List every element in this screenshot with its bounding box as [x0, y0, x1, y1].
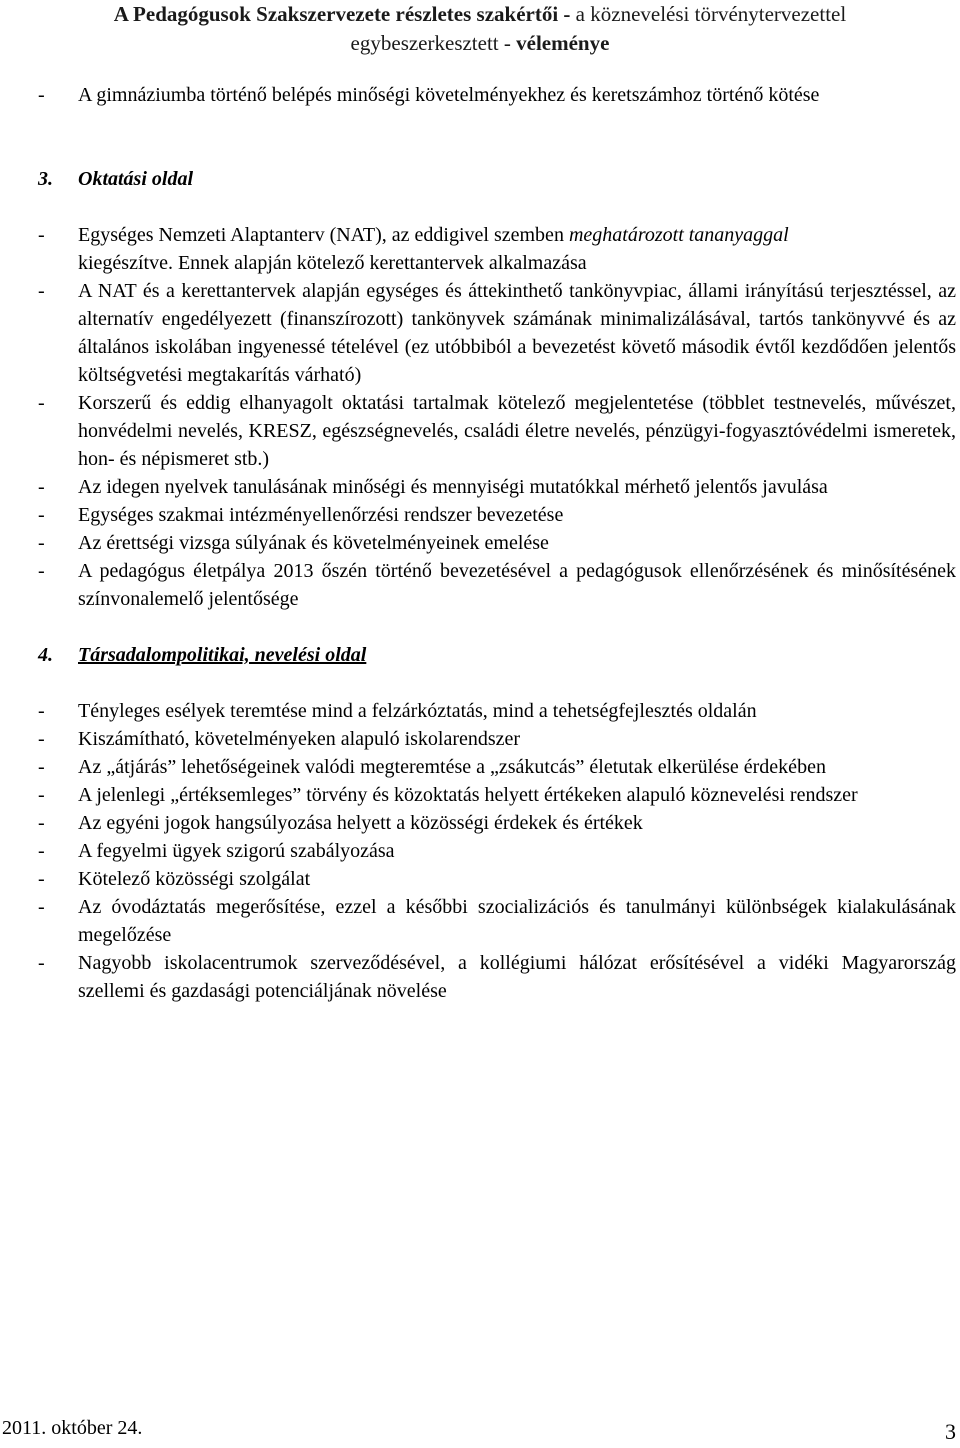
list-item-text: Tényleges esélyek teremtése mind a felzárkóztatás, mind a tehetségfejlesztés oldalán: [78, 700, 757, 722]
list-item-text: Kötelező közösségi szolgálat: [78, 868, 311, 890]
bullet-dash: -: [38, 504, 45, 526]
header-title-rest: a köznevelési törvénytervezettel: [575, 2, 847, 26]
header-line-2: [0, 29, 960, 58]
header-subtitle-bold: véleménye: [516, 31, 610, 55]
header-line-1: [0, 0, 960, 29]
list-item-text: Az óvodáztatás megerősítése, ezzel a későbbi szocializációs és tanulmányi különbségek kialakulásának megelőzése: [78, 896, 956, 946]
header-title-bold: A Pedagógusok Szakszervezete részletes szakértői -: [113, 2, 571, 26]
list-item: [38, 557, 956, 613]
list-item: [38, 501, 956, 529]
list-item-text: A pedagógus életpálya 2013 őszén történő bevezetésével a pedagógusok ellenőrzésének és minősítésének színvonalemelő jelentősége: [78, 560, 956, 610]
list-item: [38, 277, 956, 389]
list-item: [38, 473, 956, 501]
section-number: 3.: [38, 168, 53, 190]
section-4-list: [38, 697, 956, 1005]
list-item: [38, 529, 956, 557]
list-item-text: Egységes szakmai intézményellenőrzési rendszer bevezetése: [78, 504, 564, 526]
list-item-text: A NAT és a kerettantervek alapján egységes és áttekinthető tankönyvpiac, állami irányítású terjesztéssel, az alternatív engedélyezett (finanszírozott) tankönyvek számának minimalizálásával, tartós tankönyvvé és az általános iskolában ingyenessé tételével (ez utóbbiból a bevezetést követő második évtől kezdődően jelentős költségvetési megtakarítás várható): [78, 280, 956, 386]
list-item-text: Korszerű és eddig elhanyagolt oktatási tartalmak kötelező megjelentetése (többlet testnevelés, művészet, honvédelmi nevelés, KRESZ, egészségnevelés, családi életre nevelés, pénzügyi-fogyasztóvédelmi ismeretek, hon- és népismeret stb.): [78, 392, 956, 470]
list-item-text: A fegyelmi ügyek szigorú szabályozása: [78, 840, 395, 862]
bullet-dash: -: [38, 700, 45, 722]
list-item: [38, 389, 956, 473]
bullet-dash: -: [38, 84, 45, 106]
page-number: 3: [945, 1419, 956, 1444]
bullet-dash: -: [38, 280, 45, 302]
list-item: [38, 697, 956, 725]
list-item-text: Az érettségi vizsga súlyának és követelményeinek emelése: [78, 532, 549, 554]
list-item-text: Egységes Nemzeti Alaptanterv (NAT), az eddigivel szemben meghatározott tananyaggal kiegészítve. Ennek alapján kötelező kerettantervek alkalmazása: [78, 224, 789, 274]
list-item: [38, 893, 956, 949]
list-item-text: Az idegen nyelvek tanulásának minőségi és mennyiségi mutatókkal mérhető jelentős javulása: [78, 476, 828, 498]
bullet-dash: -: [38, 784, 45, 806]
list-item-text: Nagyobb iskolacentrumok szerveződésével, a kollégiumi hálózat erősítésével a vidéki Magyarország szellemi és gazdasági potenciáljának növelése: [78, 952, 956, 1002]
section-4-heading: [38, 641, 956, 669]
list-item: [38, 865, 956, 893]
page-header: [0, 0, 960, 58]
list-item: [38, 81, 956, 109]
list-item-text: A jelenlegi „értéksemleges” törvény és közoktatás helyett értékeken alapuló köznevelési rendszer: [78, 784, 858, 806]
list-item: [38, 949, 956, 1005]
list-item: [38, 837, 956, 865]
bullet-dash: -: [38, 224, 45, 246]
section-title: Társadalompolitikai, nevelési oldal: [78, 644, 367, 666]
section-title: Oktatási oldal: [78, 168, 194, 190]
bullet-dash: -: [38, 896, 45, 918]
header-subtitle: egybeszerkesztett -: [350, 31, 511, 55]
bullet-dash: -: [38, 756, 45, 778]
list-item: [38, 221, 956, 277]
list-item-text: Az egyéni jogok hangsúlyozása helyett a közösségi érdekek és értékek: [78, 812, 643, 834]
bullet-dash: -: [38, 868, 45, 890]
bullet-dash: -: [38, 812, 45, 834]
list-item-text: Kiszámítható, követelményeken alapuló iskolarendszer: [78, 728, 521, 750]
bullet-dash: -: [38, 952, 45, 974]
list-item-text: A gimnáziumba történő belépés minőségi követelményekhez és keretszámhoz történő kötése: [78, 84, 820, 106]
document-body: [38, 81, 956, 1005]
bullet-dash: -: [38, 532, 45, 554]
section-number: 4.: [38, 644, 53, 666]
bullet-dash: -: [38, 728, 45, 750]
list-item: [38, 781, 956, 809]
list-item-text: Az „átjárás” lehetőségeinek valódi megteremtése a „zsákutcás” életutak elkerülése érdekében: [78, 756, 826, 778]
section-3-list: [38, 277, 956, 613]
list-item: [38, 725, 956, 753]
bullet-dash: -: [38, 840, 45, 862]
list-item: [38, 753, 956, 781]
bullet-dash: -: [38, 560, 45, 582]
bullet-dash: -: [38, 392, 45, 414]
list-item: [38, 809, 956, 837]
section-3-heading: [38, 165, 956, 193]
bullet-dash: -: [38, 476, 45, 498]
footer-date: 2011. október 24.: [2, 1417, 143, 1439]
